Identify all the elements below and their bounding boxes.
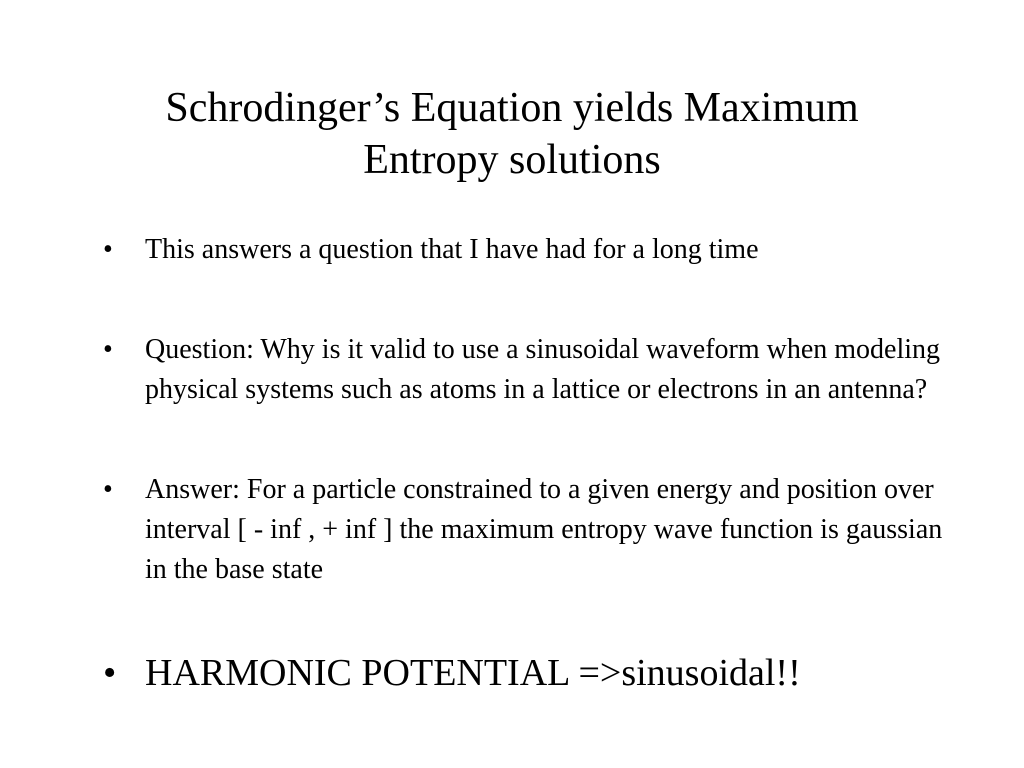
bullet-marker: •: [103, 234, 113, 265]
bullet-item-2: [103, 330, 963, 410]
bullet-marker: •: [103, 334, 113, 365]
bullet-text-1: This answers a question that I have had for a long time: [145, 234, 759, 265]
slide-title: [0, 82, 1024, 186]
bullet-item-4: [103, 650, 963, 696]
bullet-item-1: [103, 230, 963, 270]
bullet-list: [103, 230, 963, 696]
bullet-marker: •: [103, 474, 113, 505]
bullet-text-4: HARMONIC POTENTIAL =>sinusoidal!!: [145, 652, 801, 694]
bullet-item-3: [103, 470, 963, 590]
slide-title-line-2: Entropy solutions: [363, 137, 661, 183]
bullet-text-3: Answer: For a particle constrained to a given energy and position over interval [ - inf , + inf ] the maximum entropy wave function is gaussian in the base state: [145, 474, 943, 585]
slide-title-line-1: Schrodinger’s Equation yields Maximum: [165, 85, 859, 131]
bullet-marker: •: [103, 652, 117, 694]
bullet-text-2: Question: Why is it valid to use a sinusoidal waveform when modeling physical systems such as atoms in a lattice or electrons in an antenna?: [145, 334, 941, 405]
